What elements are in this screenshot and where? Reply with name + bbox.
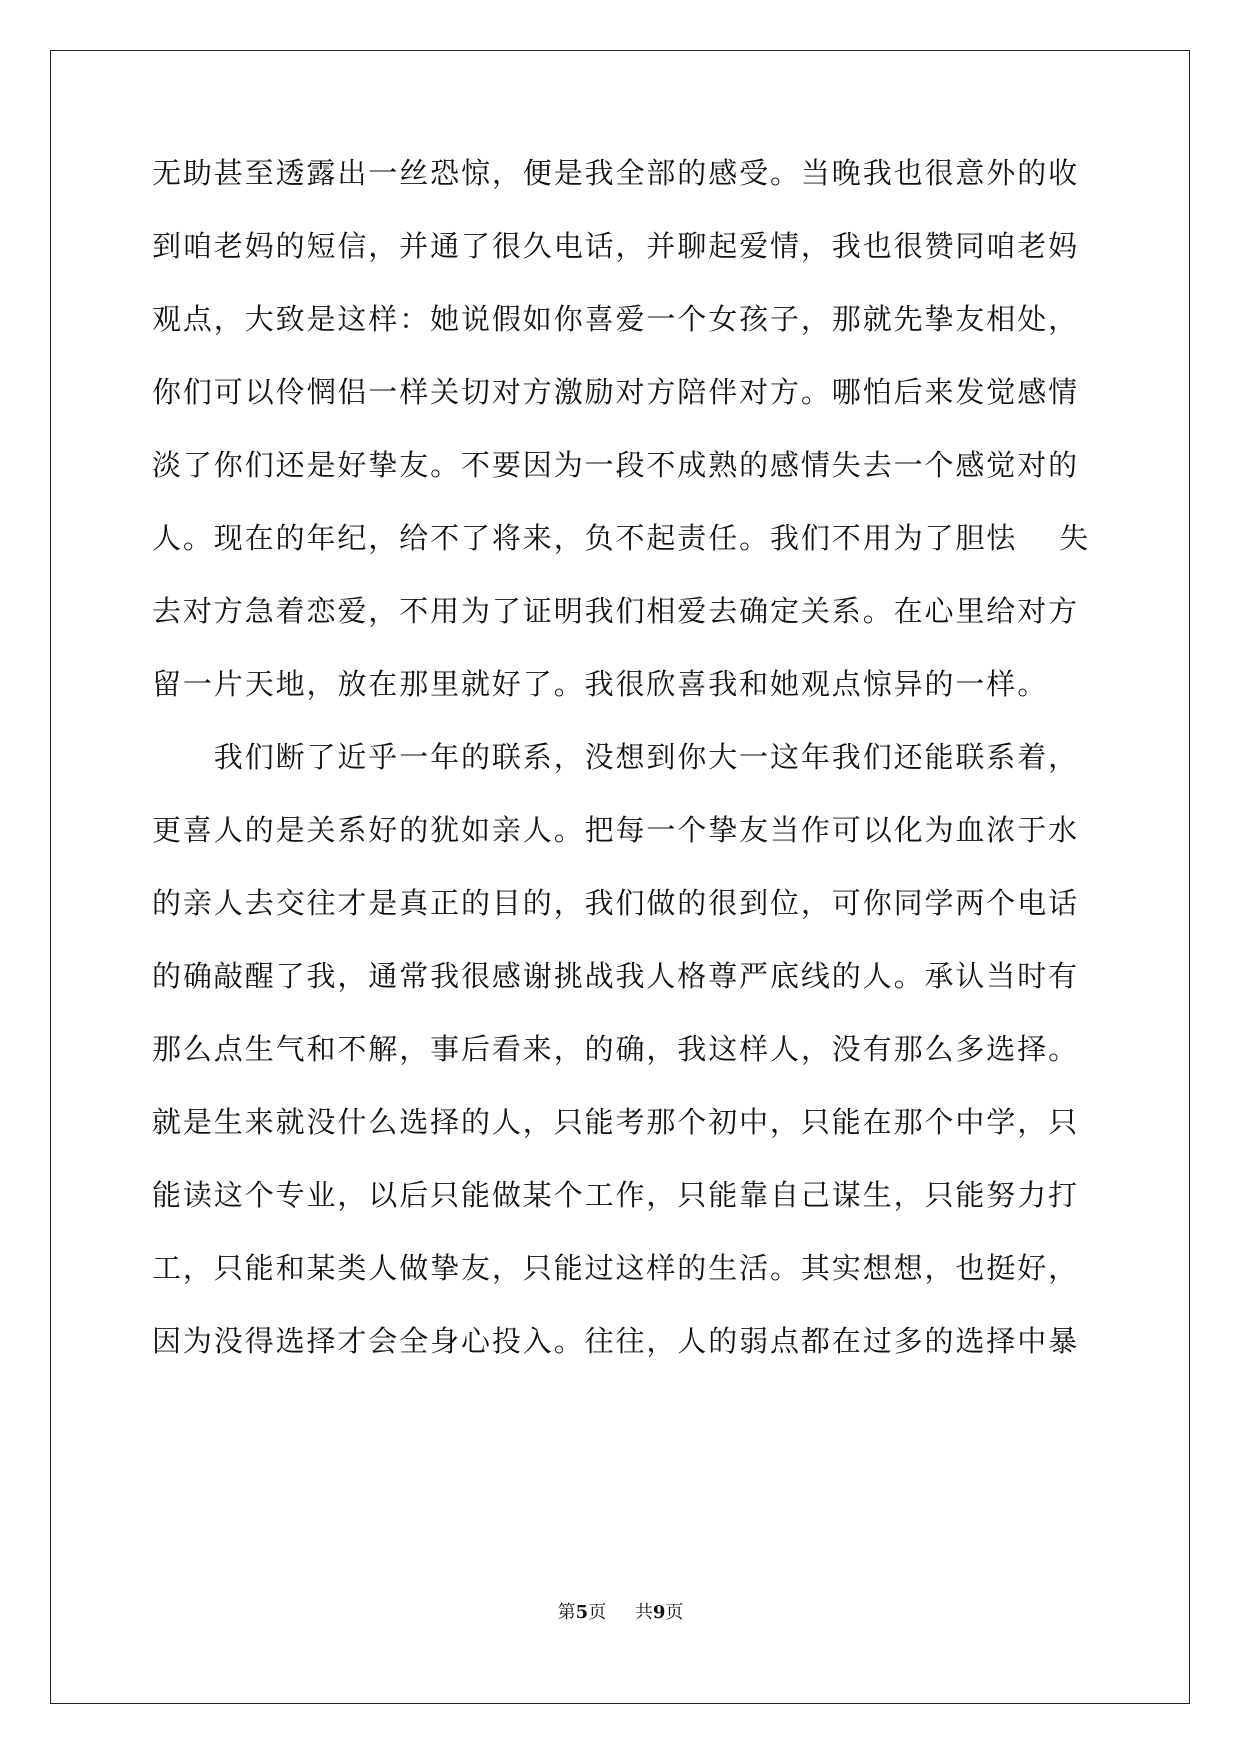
text-line: 更喜人的是关系好的犹如亲人。把每一个挚友当作可以化为血浓于水 [152, 813, 1080, 847]
text-line: 能读这个专业，以后只能做某个工作，只能靠自己谋生，只能努力打 [152, 1178, 1080, 1212]
text-line: 观点，大致是这样：她说假如你喜爱一个女孩子，那就先挚友相处， [152, 302, 1080, 336]
total-pages-label: 共9页 [634, 1602, 684, 1623]
current-page-number: 5 [575, 1602, 589, 1623]
text-line: 去对方急着恋爱，不用为了证明我们相爱去确定关系。在心里给对方 [152, 594, 1080, 628]
page-footer [0, 1601, 1241, 1625]
text-line: 你们可以伶惘侣一样关切对方激励对方陪伴对方。哪怕后来发觉感情 [152, 375, 1080, 409]
text-line: 的亲人去交往才是真正的目的，我们做的很到位，可你同学两个电话 [152, 886, 1080, 920]
text-line: 因为没得选择才会全身心投入。往往，人的弱点都在过多的选择中暴 [152, 1324, 1080, 1358]
text-line: 无助甚至透露出一丝恐惊，便是我全部的感受。当晚我也很意外的收 [152, 156, 1080, 190]
text-line: 到咱老妈的短信，并通了很久电话，并聊起爱情，我也很赞同咱老妈 [152, 229, 1080, 263]
page-number-label: 第5页 [557, 1602, 607, 1623]
text-line: 淡了你们还是好挚友。不要因为一段不成熟的感情失去一个感觉对的 [152, 448, 1080, 482]
text-line: 就是生来就没什么选择的人，只能考那个初中，只能在那个中学，只 [152, 1105, 1080, 1139]
total-page-number: 9 [652, 1602, 666, 1623]
text-line: 那么点生气和不解，事后看来，的确，我这样人，没有那么多选择。 [152, 1032, 1080, 1066]
text-line: 的确敲醒了我，通常我很感谢挑战我人格尊严底线的人。承认当时有 [152, 959, 1080, 993]
text-line: 留一片天地，放在那里就好了。我很欣喜我和她观点惊异的一样。 [152, 667, 1049, 701]
text-line: 工，只能和某类人做挚友，只能过这样的生活。其实想想，也挺好， [152, 1251, 1080, 1285]
text-line: 人。现在的年纪，给不了将来，负不起责任。我们不用为了胆怯 失 [152, 521, 1091, 555]
paragraph-start-line: 我们断了近乎一年的联系，没想到你大一这年我们还能联系着， [152, 740, 1080, 774]
